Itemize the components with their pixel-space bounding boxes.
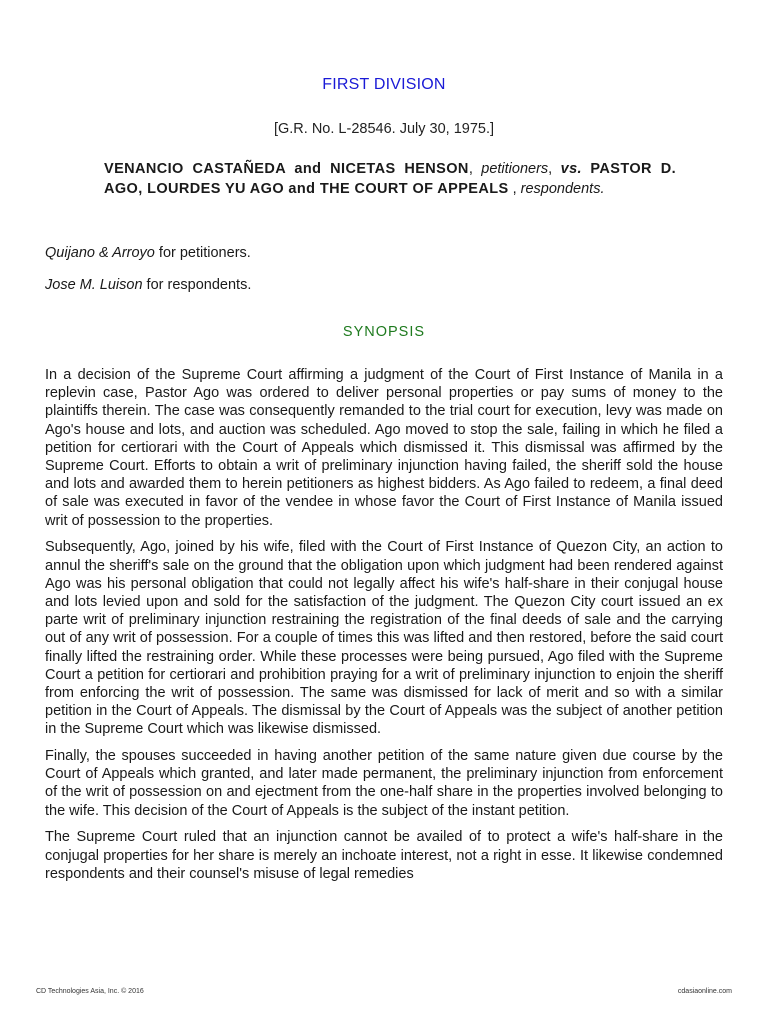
footer-copyright: CD Technologies Asia, Inc. © 2016 <box>36 988 144 995</box>
counsel-name: Quijano & Arroyo <box>45 245 155 261</box>
synopsis-heading: SYNOPSIS <box>342 324 426 340</box>
case-parties: VENANCIO CASTAÑEDA and NICETAS HENSON, petitioners, vs. PASTOR D. AGO, LOURDES YU AGO and THE COURT OF APPEALS , respondents. <box>104 161 677 197</box>
petitioners-names: VENANCIO CASTAÑEDA and NICETAS HENSON <box>104 161 469 177</box>
respondents-names: PASTOR D. AGO, LOURDES YU AGO and THE COURT OF APPEALS <box>104 161 677 197</box>
counsel-name: Jose M. Luison <box>45 277 143 293</box>
synopsis-paragraph: Subsequently, Ago, joined by his wife, filed with the Court of First Instance of Quezon City, an action to annul the sheriff's sale on the ground that the obligation upon which judgment had been rendered against Ago was his personal obligation that could not legally affect his wife's half-share in their conjugal house and lots levied upon and sold for the satisfaction of the judgment. The Quezon City court issued an ex parte writ of preliminary injunction restraining the registration of the final deeds of sale and the carrying out of any writ of possession. For a couple of times this was lifted and then restored, before the said court finally lifted the restraining order. While these processes were being pursued, Ago filed with the Supreme Court a petition for certiorari and prohibition praying for a writ of preliminary injunction to enjoin the sheriff from enforcing the writ of possession. The same was dismissed for lack of merit and so with a similar petition in the Court of Appeals. The dismissal by the Court of Appeals was the subject of another petition in the Supreme Court which was likewise dismissed. <box>45 539 723 738</box>
counsel-role: for petitioners. <box>154 245 251 261</box>
synopsis-paragraph: In a decision of the Supreme Court affirming a judgment of the Court of First Instance of Manila in a replevin case, Pastor Ago was ordered to deliver personal properties or pay sums of money to the plaintiffs therein. The case was consequently remanded to the trial court for execution, levy was made on Ago's house and lots, and auction was scheduled. Ago moved to stop the sale, failing in which he filed a petition for certiorari with the Court of Appeals which dismissed it. This dismissal was affirmed by the Supreme Court. Efforts to obtain a writ of preliminary injunction having failed, the sheriff sold the house and lots and awarded them to herein petitioners as highest bidders. As Ago failed to redeem, a final deed of sale was executed in favor of the vendee in whose favor the Court of First Instance of Manila issued writ of possession to the properties. <box>45 367 723 529</box>
petitioners-label: petitioners <box>481 161 549 177</box>
division-heading: FIRST DIVISION <box>322 76 446 93</box>
respondents-label: respondents. <box>520 180 605 197</box>
counsel-respondents <box>45 277 251 293</box>
synopsis-body <box>45 366 723 891</box>
footer-site: cdasiaonline.com <box>677 988 732 995</box>
versus-label: vs. <box>560 161 582 177</box>
counsel-petitioners <box>45 245 251 261</box>
synopsis-paragraph: Finally, the spouses succeeded in having another petition of the same nature given due course by the Court of Appeals which granted, and later made permanent, the preliminary injunction from enforcement of the writ of possession on and ejectment from the one-half share in the properties involved belonging to the wife. This decision of the Court of Appeals is the subject of the instant petition. <box>45 748 723 819</box>
synopsis-paragraph: The Supreme Court ruled that an injunction cannot be availed of to protect a wife's half-share in the conjugal properties for her share is merely an inchoate interest, not a right in esse. It likewise condemned respondents and their counsel's misuse of legal remedies <box>45 829 723 882</box>
case-number: [G.R. No. L-28546. July 30, 1975.] <box>273 121 495 137</box>
counsel-role: for respondents. <box>142 277 252 293</box>
